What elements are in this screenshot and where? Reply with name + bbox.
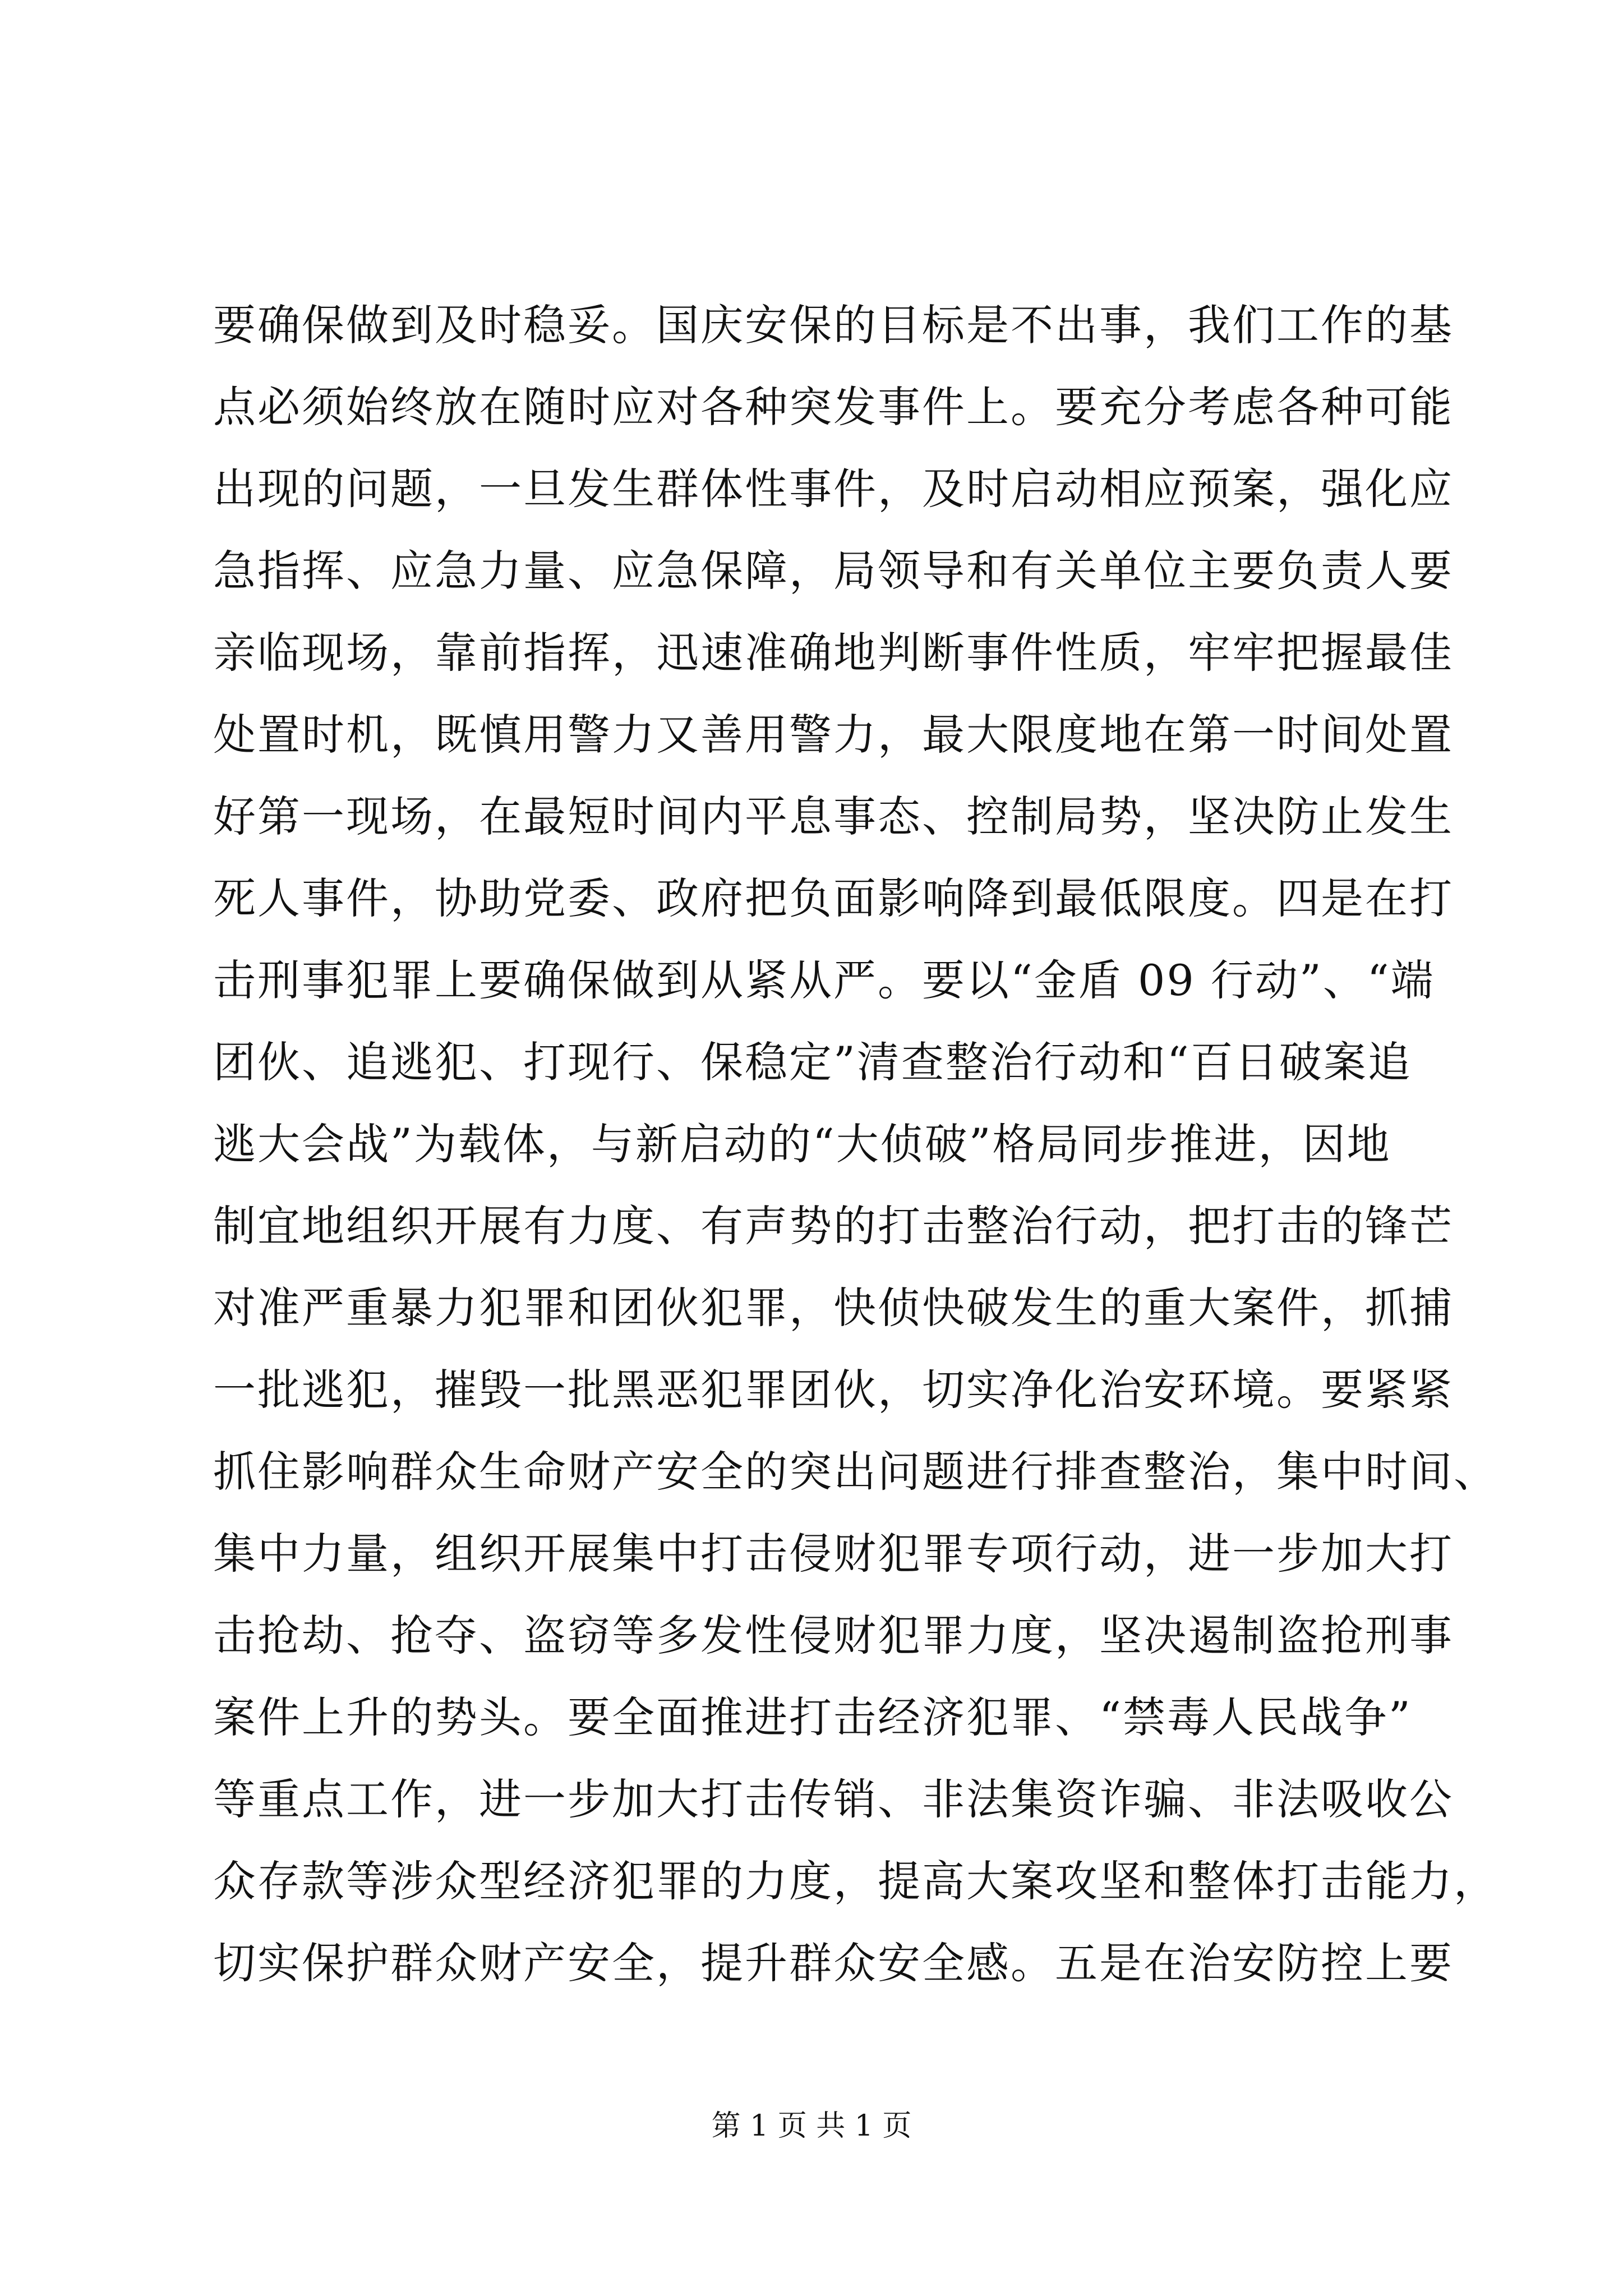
text-line: 案件上升的势头。要全面推进打击经济犯罪、“禁毒人民战争” — [213, 1692, 1412, 1742]
text-line: 死人事件，协助党委、政府把负面影响降到最低限度。四是在打 — [213, 873, 1454, 923]
text-line: 急指挥、应急力量、应急保障，局领导和有关单位主要负责人要 — [213, 546, 1454, 596]
text-line: 抓住影响群众生命财产安全的突出问题进行排查整治，集中时间、 — [213, 1447, 1498, 1497]
text-line: 集中力量，组织开展集中打击侵财犯罪专项行动，进一步加大打 — [213, 1529, 1454, 1579]
text-line: 一批逃犯，摧毁一批黑恶犯罪团伙，切实净化治安环境。要紧紧 — [213, 1365, 1454, 1415]
page-number-footer: 第 1 页 共 1 页 — [711, 2109, 912, 2143]
text-line: 要确保做到及时稳妥。国庆安保的目标是不出事，我们工作的基 — [213, 300, 1454, 350]
text-line: 制宜地组织开展有力度、有声势的打击整治行动，把打击的锋芒 — [213, 1201, 1454, 1251]
text-line: 众存款等涉众型经济犯罪的力度，提高大案攻坚和整体打击能力， — [213, 1856, 1498, 1906]
text-line: 击抢劫、抢夺、盗窃等多发性侵财犯罪力度，坚决遏制盗抢刑事 — [213, 1611, 1454, 1660]
text-line: 对准严重暴力犯罪和团伙犯罪，快侦快破发生的重大案件，抓捕 — [213, 1283, 1454, 1333]
text-line: 击刑事犯罪上要确保做到从紧从严。要以“金盾 09 行动”、“端 — [213, 955, 1435, 1005]
text-line: 出现的问题，一旦发生群体性事件，及时启动相应预案，强化应 — [213, 464, 1454, 514]
text-line: 逃大会战”为载体，与新启动的“大侦破”格局同步推进，因地 — [213, 1119, 1391, 1169]
text-line: 好第一现场，在最短时间内平息事态、控制局势，坚决防止发生 — [213, 792, 1454, 841]
text-line: 亲临现场，靠前指挥，迅速准确地判断事件性质，牢牢把握最佳 — [213, 628, 1454, 678]
text-line: 处置时机，既慎用警力又善用警力，最大限度地在第一时间处置 — [213, 710, 1454, 760]
text-line: 等重点工作，进一步加大打击传销、非法集资诈骗、非法吸收公 — [213, 1774, 1454, 1824]
text-line: 团伙、追逃犯、打现行、保稳定”清查整治行动和“百日破案追 — [213, 1037, 1412, 1087]
text-line: 点必须始终放在随时应对各种突发事件上。要充分考虑各种可能 — [213, 382, 1454, 432]
text-line: 切实保护群众财产安全，提升群众安全感。五是在治安防控上要 — [213, 1938, 1454, 1988]
